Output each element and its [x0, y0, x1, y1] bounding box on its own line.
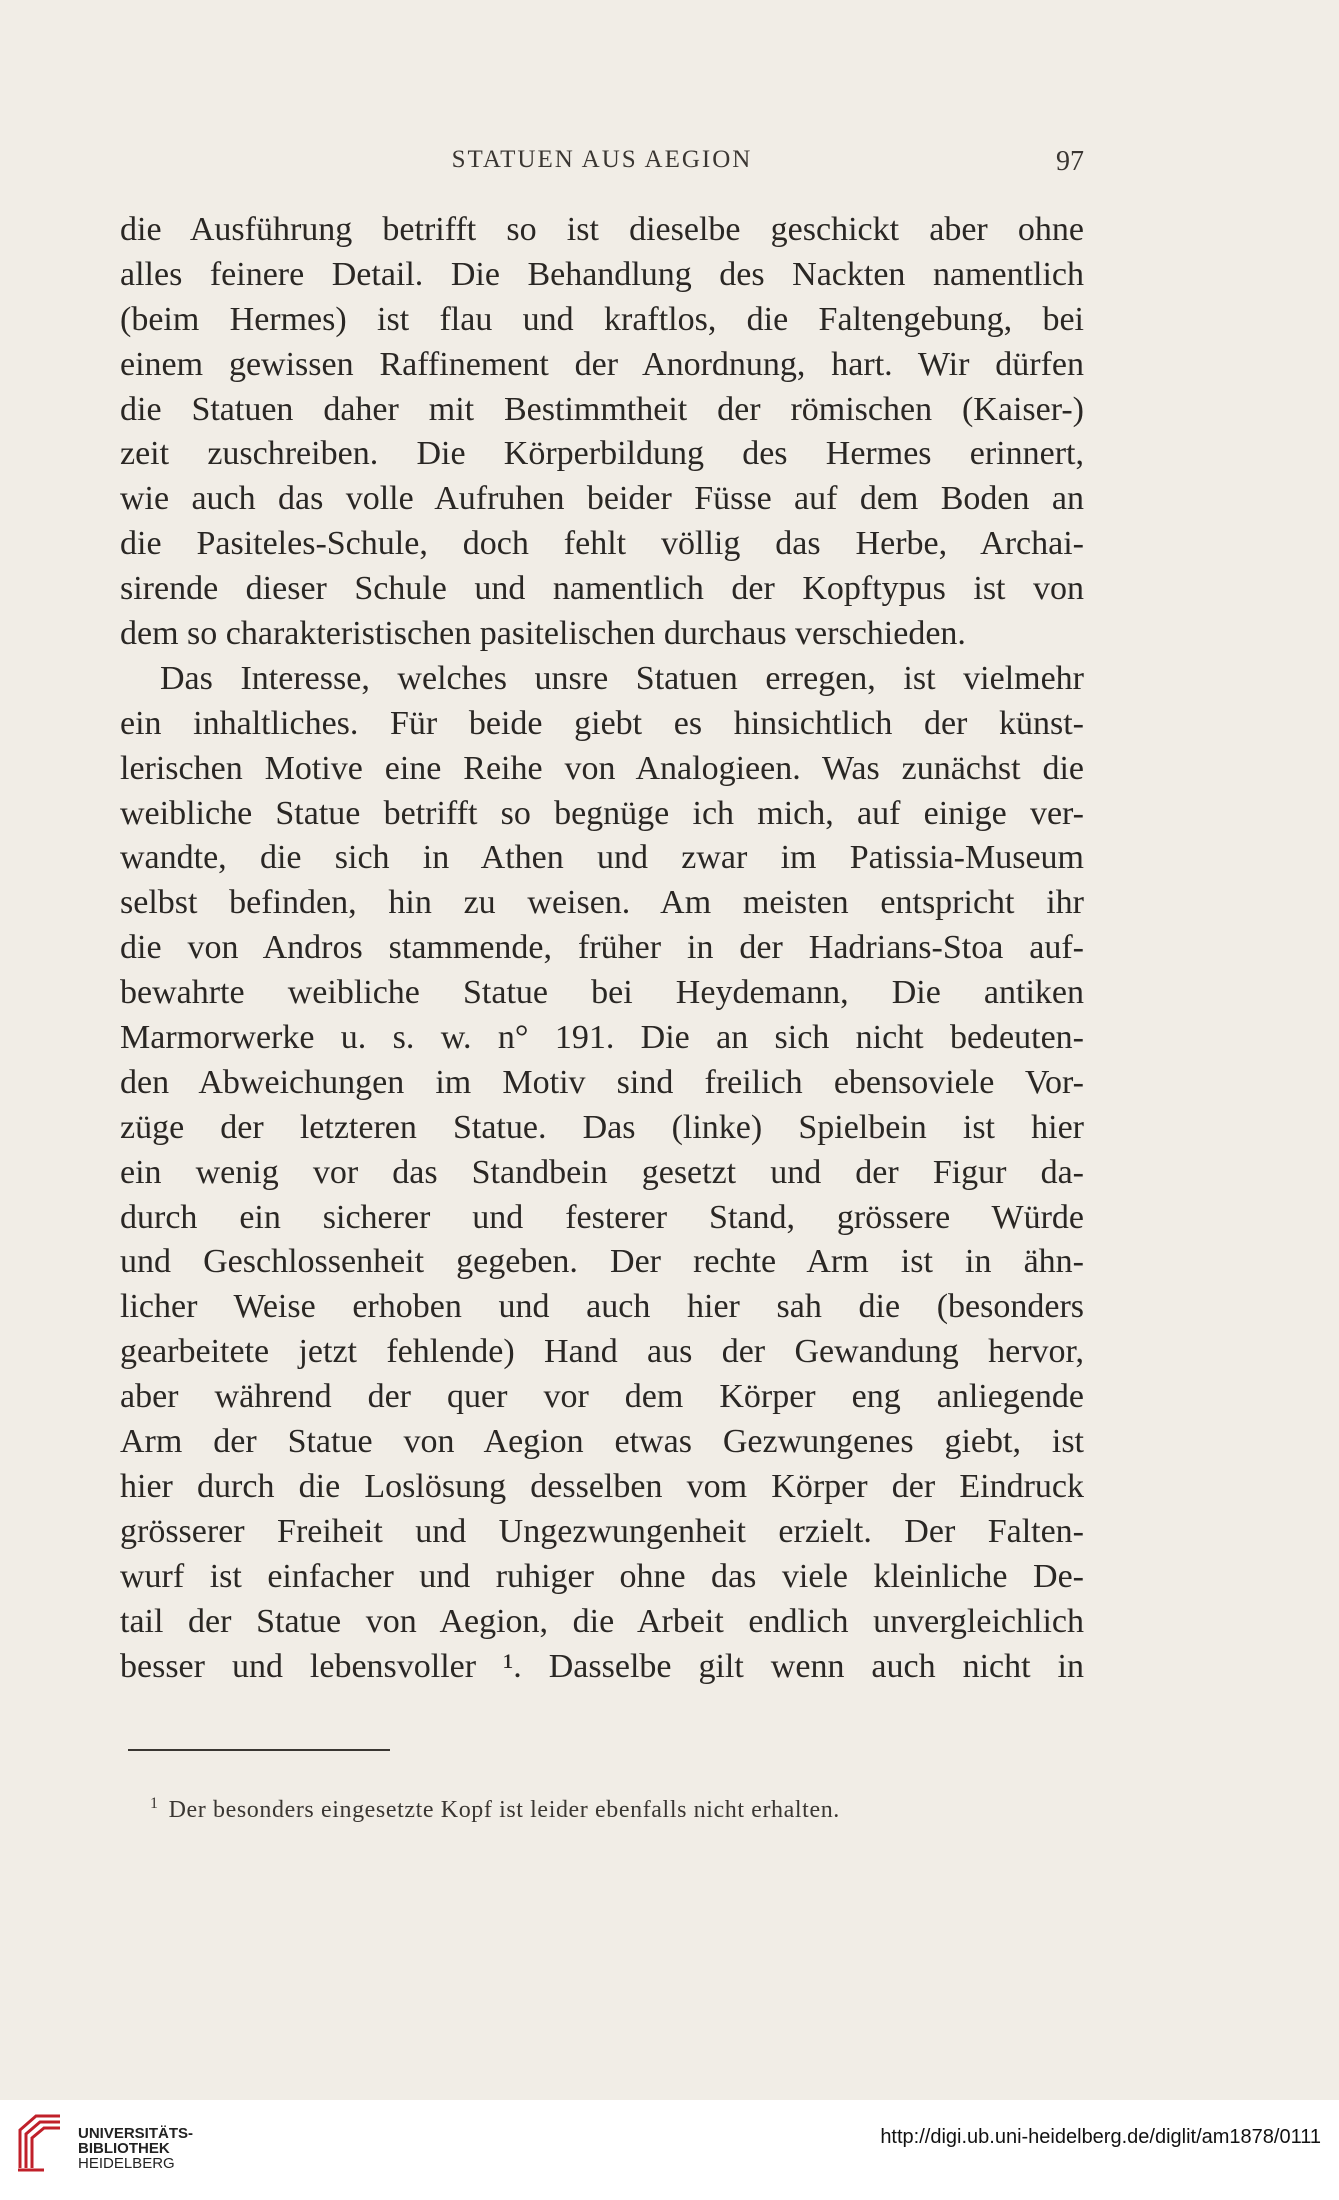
viewer-footer [0, 2100, 1339, 2200]
text-line: den Abweichungen im Motiv sind freilich ebensoviele Vor- [120, 1063, 1084, 1101]
footnote [150, 1795, 1050, 1824]
text-line: licher Weise erhoben und auch hier sah die (besonders [120, 1288, 1084, 1326]
text-line: aber während der quer vor dem Körper eng anliegende [120, 1378, 1084, 1416]
text-line: Marmorwerke u. s. w. n° 191. Die an sich nicht bedeuten- [120, 1019, 1084, 1057]
text-line: Das Interesse, welches unsre Statuen erregen, ist vielmehr [160, 659, 1084, 697]
library-name-line: HEIDELBERG [78, 2155, 175, 2172]
text-line: die Pasiteles-Schule, doch fehlt völlig das Herbe, Archai- [120, 525, 1084, 563]
text-line: (beim Hermes) ist flau und kraftlos, die Faltengebung, bei [120, 300, 1084, 338]
text-line: Arm der Statue von Aegion etwas Gezwungenes giebt, ist [120, 1423, 1084, 1461]
text-line: wandte, die sich in Athen und zwar im Patissia-Museum [120, 839, 1084, 877]
library-name [78, 2126, 193, 2171]
text-line: sirende dieser Schule und namentlich der Kopftypus ist von [120, 570, 1084, 608]
text-line: wie auch das volle Aufruhen beider Füsse auf dem Boden an [120, 480, 1084, 518]
text-line: bewahrte weibliche Statue bei Heydemann, Die antiken [120, 974, 1084, 1012]
text-line: tail der Statue von Aegion, die Arbeit endlich unvergleichlich [120, 1602, 1084, 1640]
text-line: durch ein sicherer und festerer Stand, grössere Würde [120, 1198, 1084, 1236]
text-line: die von Andros stammende, früher in der Hadrians-Stoa auf- [120, 929, 1084, 967]
text-line: zeit zuschreiben. Die Körperbildung des Hermes erinnert, [120, 435, 1084, 473]
text-line: lerischen Motive eine Reihe von Analogieen. Was zunächst die [120, 749, 1084, 787]
text-line: dem so charakteristischen pasitelischen durchaus verschieden. [120, 615, 966, 653]
text-line: hier durch die Loslösung desselben vom Körper der Eindruck [120, 1467, 1084, 1505]
text-line: besser und lebensvoller ¹. Dasselbe gilt wenn auch nicht in [120, 1647, 1084, 1685]
body-text [120, 208, 1084, 1689]
text-line: weibliche Statue betrifft so begnüge ich mich, auf einige ver- [120, 794, 1084, 832]
text-line: und Geschlossenheit gegeben. Der rechte Arm ist in ähn- [120, 1243, 1084, 1281]
running-title: STATUEN AUS AEGION [451, 146, 753, 173]
text-line: die Ausführung betrifft so ist dieselbe geschickt aber ohne [120, 211, 1084, 248]
text-line: einem gewissen Raffinement der Anordnung, hart. Wir dürfen [120, 345, 1084, 383]
text-line: die Statuen daher mit Bestimmtheit der römischen (Kaiser-) [120, 390, 1084, 428]
text-line: gearbeitete jetzt fehlende) Hand aus der Gewandung hervor, [120, 1333, 1084, 1371]
page-number: 97 [1056, 146, 1084, 177]
library-logo-icon[interactable] [14, 2108, 66, 2174]
running-head [120, 146, 1084, 186]
library-name-line: BIBLIOTHEK [78, 2140, 170, 2157]
text-line: ein wenig vor das Standbein gesetzt und der Figur da- [120, 1153, 1084, 1191]
text-line: wurf ist einfacher und ruhiger ohne das viele kleinliche De- [120, 1557, 1084, 1595]
text-line: selbst befinden, hin zu weisen. Am meisten entspricht ihr [120, 884, 1084, 922]
text-line: alles feinere Detail. Die Behandlung des Nackten namentlich [120, 255, 1084, 293]
source-url-link[interactable]: http://digi.ub.uni-heidelberg.de/diglit/am1878/0111 [880, 2126, 1321, 2148]
text-line: grösserer Freiheit und Ungezwungenheit erzielt. Der Falten- [120, 1512, 1084, 1550]
footnote-marker: 1 [150, 1795, 159, 1812]
library-name-line: UNIVERSITÄTS- [78, 2125, 194, 2142]
text-line: ein inhaltliches. Für beide giebt es hinsichtlich der künst- [120, 704, 1084, 742]
text-line: züge der letzteren Statue. Das (linke) Spielbein ist hier [120, 1108, 1084, 1146]
footnote-text: Der besonders eingesetzte Kopf ist leider ebenfalls nicht erhalten. [168, 1797, 840, 1823]
footnote-rule [128, 1749, 390, 1751]
